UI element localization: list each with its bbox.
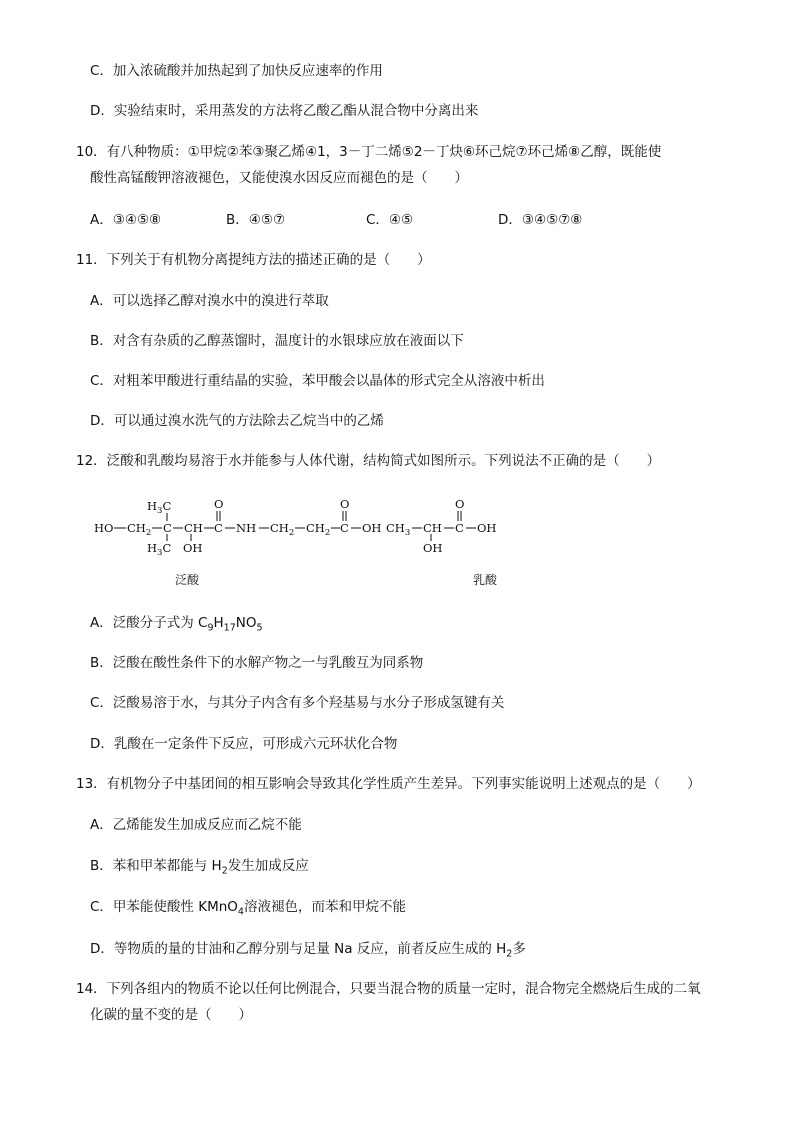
svg-text:OH: OH — [362, 521, 382, 535]
svg-text:OH: OH — [423, 541, 443, 555]
svg-text:CH2: $CH_2$ — [270, 521, 295, 538]
q12-option-d: D．乳酸在一定条件下反应，可形成六元环状化合物 — [90, 736, 398, 752]
svg-text:OH: OH — [183, 541, 203, 555]
svg-text:C: C — [340, 521, 349, 535]
svg-text:H3C: $H_3C$ — [147, 499, 172, 516]
q11-stem: 11．下列关于有机物分离提纯方法的描述正确的是（ ） — [76, 252, 431, 268]
q10-stem-line1: 10．有八种物质：①甲烷②苯③聚乙烯④1，3－丁二烯⑤2－丁炔⑥环己烷⑦环己烯⑧乙醇，既能使 — [76, 144, 662, 160]
quaternary-carbon: C — [163, 521, 172, 535]
q14-stem-line2: 化碳的量不变的是（ ） — [90, 1007, 252, 1023]
q13-option-b: B．苯和甲苯都能与 $H_2$发生加成反应 — [90, 858, 309, 877]
svg-text:H3C: $H_3C$ — [147, 541, 172, 558]
q10-stem-line2: 酸性高锰酸钾溶液褪色，又能使溴水因反应而褪色的是（ ） — [90, 170, 468, 186]
svg-text:O: O — [455, 497, 465, 511]
q12-option-a: A．泛酸分子式为 $C_9H_{17}NO_5$ — [90, 615, 263, 634]
q12-option-c: C．泛酸易溶于水，与其分子内含有多个羟基易与水分子形成氢键有关 — [90, 695, 505, 711]
q12-option-b: B．泛酸在酸性条件下的水解产物之一与乳酸互为同系物 — [90, 655, 424, 671]
q13-option-c: C．甲苯能使酸性 KMnO$_4$溶液褪色，而苯和甲烷不能 — [90, 899, 406, 918]
q9-option-d: D．实验结束时，采用蒸发的方法将乙酸乙酯从混合物中分离出来 — [90, 103, 479, 119]
q14-stem-line1: 14．下列各组内的物质不论以任何比例混合，只要当混合物的质量一定时，混合物完全燃烧后生成的二氧 — [76, 981, 701, 997]
q12-stem: 12．泛酸和乳酸均易溶于水并能参与人体代谢，结构简式如图所示。下列说法不正确的是（ ） — [76, 453, 661, 469]
svg-text:C: C — [455, 521, 464, 535]
q11-option-d: D．可以通过溴水洗气的方法除去乙烷当中的乙烯 — [90, 413, 384, 429]
q10-option-b: B．④⑤⑦ — [226, 212, 286, 228]
q9-option-c: C．加入浓硫酸并加热起到了加快反应速率的作用 — [90, 63, 383, 79]
svg-text:O: O — [340, 497, 350, 511]
lactic-acid-label: 乳酸 — [473, 573, 498, 587]
q11-option-b: B．对含有杂质的乙醇蒸馏时，温度计的水银球应放在液面以下 — [90, 333, 464, 349]
svg-text:CH2: $CH_2$ — [127, 521, 152, 538]
q13-option-d: D．等物质的量的甘油和乙醇分别与足量 Na 反应，前者反应生成的 $H_2$多 — [90, 941, 526, 960]
q10-option-c: C．④⑤ — [366, 212, 414, 228]
svg-text:NH: NH — [236, 521, 257, 535]
q13-option-a: A．乙烯能发生加成反应而乙烷不能 — [90, 817, 302, 833]
svg-text:CH2: $CH_2$ — [306, 521, 331, 538]
q11-option-a: A．可以选择乙醇对溴水中的溴进行萃取 — [90, 293, 329, 309]
svg-text:CH3: $CH_3$ — [386, 521, 411, 538]
svg-text:CH: CH — [184, 521, 203, 535]
svg-text:OH: OH — [477, 521, 497, 535]
svg-text:O: O — [214, 497, 224, 511]
q11-option-c: C．对粗苯甲酸进行重结晶的实验，苯甲酸会以晶体的形式完全从溶液中析出 — [90, 373, 545, 389]
structural-formulas — [0, 490, 794, 570]
svg-text:C: C — [214, 521, 223, 535]
q10-option-d: D．③④⑤⑦⑧ — [498, 212, 583, 228]
svg-text:CH: CH — [423, 521, 442, 535]
ho-group: HO — [94, 521, 114, 535]
q10-option-a: A．③④⑤⑧ — [90, 212, 162, 228]
q13-stem: 13．有机物分子中基团间的相互影响会导致其化学性质产生差异。下列事实能说明上述观点的是（ ） — [76, 776, 701, 792]
pantothenic-acid-label: 泛酸 — [175, 573, 200, 587]
